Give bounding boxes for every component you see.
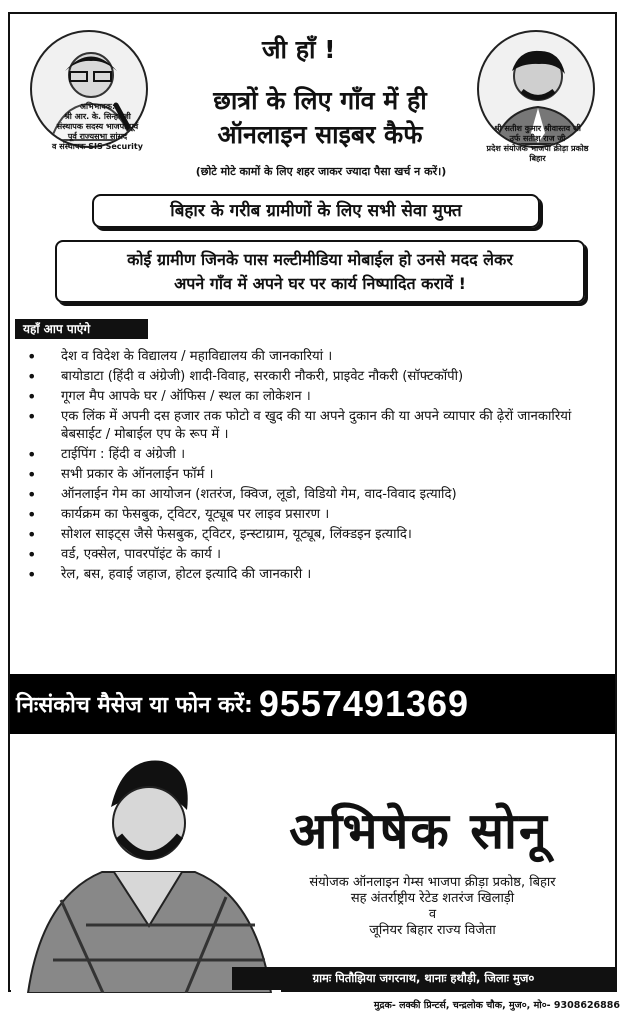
mobile-help-message xyxy=(55,240,585,303)
left-patron-line: संस्थापक सदस्य भाजपा,पूर्व xyxy=(56,122,139,131)
profile-section xyxy=(10,737,615,994)
left-patron-name: श्री आर. के. सिन्हा जी xyxy=(64,112,131,121)
profile-role-line: संयोजक ऑनलाइन गेम्स भाजपा क्रीड़ा प्रकोष्ठ, बिहार xyxy=(309,875,556,890)
service-item: • एक लिंक में अपनी दस हजार तक फोटो व खुद की या अपने दुकान की या अपने व्यापार की ढ़ेरों जानकारियां बेबसाईट / मोबाईल एप के रूप में । xyxy=(27,408,607,444)
right-patron-alias: उर्फ सतीश राज जी xyxy=(509,134,566,143)
left-patron-line: व संस्थापक SIS Security xyxy=(52,142,143,151)
service-item: • देश व विदेश के विद्यालय / महाविद्यालय की जानकारियां । xyxy=(27,348,607,366)
right-patron-role: प्रदेश संयोजक भाजपा क्रीड़ा प्रकोष्ठ xyxy=(486,144,589,153)
services-list xyxy=(27,348,607,586)
profile-name: अभिषेक सोनू xyxy=(289,801,549,860)
right-patron-caption xyxy=(475,124,600,164)
profile-description xyxy=(255,875,610,939)
right-patron-name: श्री सतीश कुमार श्रीवास्तव जी xyxy=(493,124,581,133)
left-patron-role: अभिभावक: xyxy=(79,102,116,111)
service-item: • टाईपिंग : हिंदी व अंग्रेजी । xyxy=(27,446,607,464)
service-item: • सभी प्रकार के ऑनलाईन फॉर्म । xyxy=(27,466,607,484)
left-patron-caption xyxy=(30,102,165,152)
exclamation-heading: जी हाँ ! xyxy=(262,35,336,64)
headline-line: ऑनलाइन साइबर कैफे xyxy=(217,120,423,149)
left-patron-line: पूर्व राज्यसभा सांसद xyxy=(67,132,128,141)
contact-banner xyxy=(10,674,615,734)
profile-role-line: सह अंतर्राष्ट्रीय रेटेड शतरंज खिलाड़ी xyxy=(350,891,515,906)
service-item: • वर्ड, एक्सेल, पावरपॉइंट के कार्य । xyxy=(27,546,607,564)
cost-advice: (छोटे मोटे कामों के लिए शहर जाकर ज्यादा पैसा खर्च न करें।) xyxy=(195,165,447,178)
phone-number: 9557491369 xyxy=(258,683,470,724)
profile-role-line: जूनियर बिहार राज्य विजेता xyxy=(369,923,496,938)
poster-header xyxy=(10,14,615,319)
profile-role-line: व xyxy=(428,907,437,922)
right-patron-place: बिहार xyxy=(529,154,546,163)
service-item: • सोशल साइट्स जैसे फेसबुक, ट्विटर, इन्स्टाग्राम, यूट्यूब, लिंक्डइन इत्यादि। xyxy=(27,526,607,544)
service-item: • बायोडाटा (हिंदी व अंग्रेजी) शादी-विवाह, सरकारी नौकरी, प्राइवेट नौकरी (सॉफ्टकॉपी) xyxy=(27,368,607,386)
free-service-banner: बिहार के गरीब ग्रामीणों के लिए सभी सेवा मुफ्त xyxy=(92,194,540,228)
services-section xyxy=(10,319,615,669)
service-item: • ऑनलाईन गेम का आयोजन (शतरंज, क्विज, लूडो, विडियो गेम, वाद-विवाद इत्यादि) xyxy=(27,486,607,504)
contact-label: निःसंकोच मैसेज या फोन करें: xyxy=(16,693,253,718)
service-item: • रेल, बस, हवाई जहाज, होटल इत्यादि की जानकारी । xyxy=(27,566,607,584)
help-message-line: कोई ग्रामीण जिनके पास मल्टीमीडिया मोबाईल हो उनसे मदद लेकर xyxy=(127,250,513,269)
headline-line: छात्रों के लिए गाँव में ही xyxy=(213,86,427,115)
services-title: यहाँ आप पाएंगे xyxy=(15,319,148,339)
cafe-headline xyxy=(170,84,470,152)
service-item: • गूगल मैप आपके घर / ऑफिस / स्थल का लोकेशन । xyxy=(27,388,607,406)
poster-frame xyxy=(8,12,617,992)
service-item: • कार्यक्रम का फेसबुक, ट्विटर, यूट्यूब पर लाइव प्रसारण । xyxy=(27,506,607,524)
profile-photo xyxy=(11,740,281,993)
help-message-line: अपने गाँव में अपने घर पर कार्य निष्पादित करावें ! xyxy=(174,274,466,293)
printer-footer: मुद्रक- लक्की प्रिन्टर्स, चन्द्रलोक चौक, मुज०, मो०- 9308626886 xyxy=(373,1000,620,1011)
profile-address: ग्रामः पितौझिया जगरनाथ, थानाः हथौड़ी, जिलाः मुज० xyxy=(232,967,615,990)
